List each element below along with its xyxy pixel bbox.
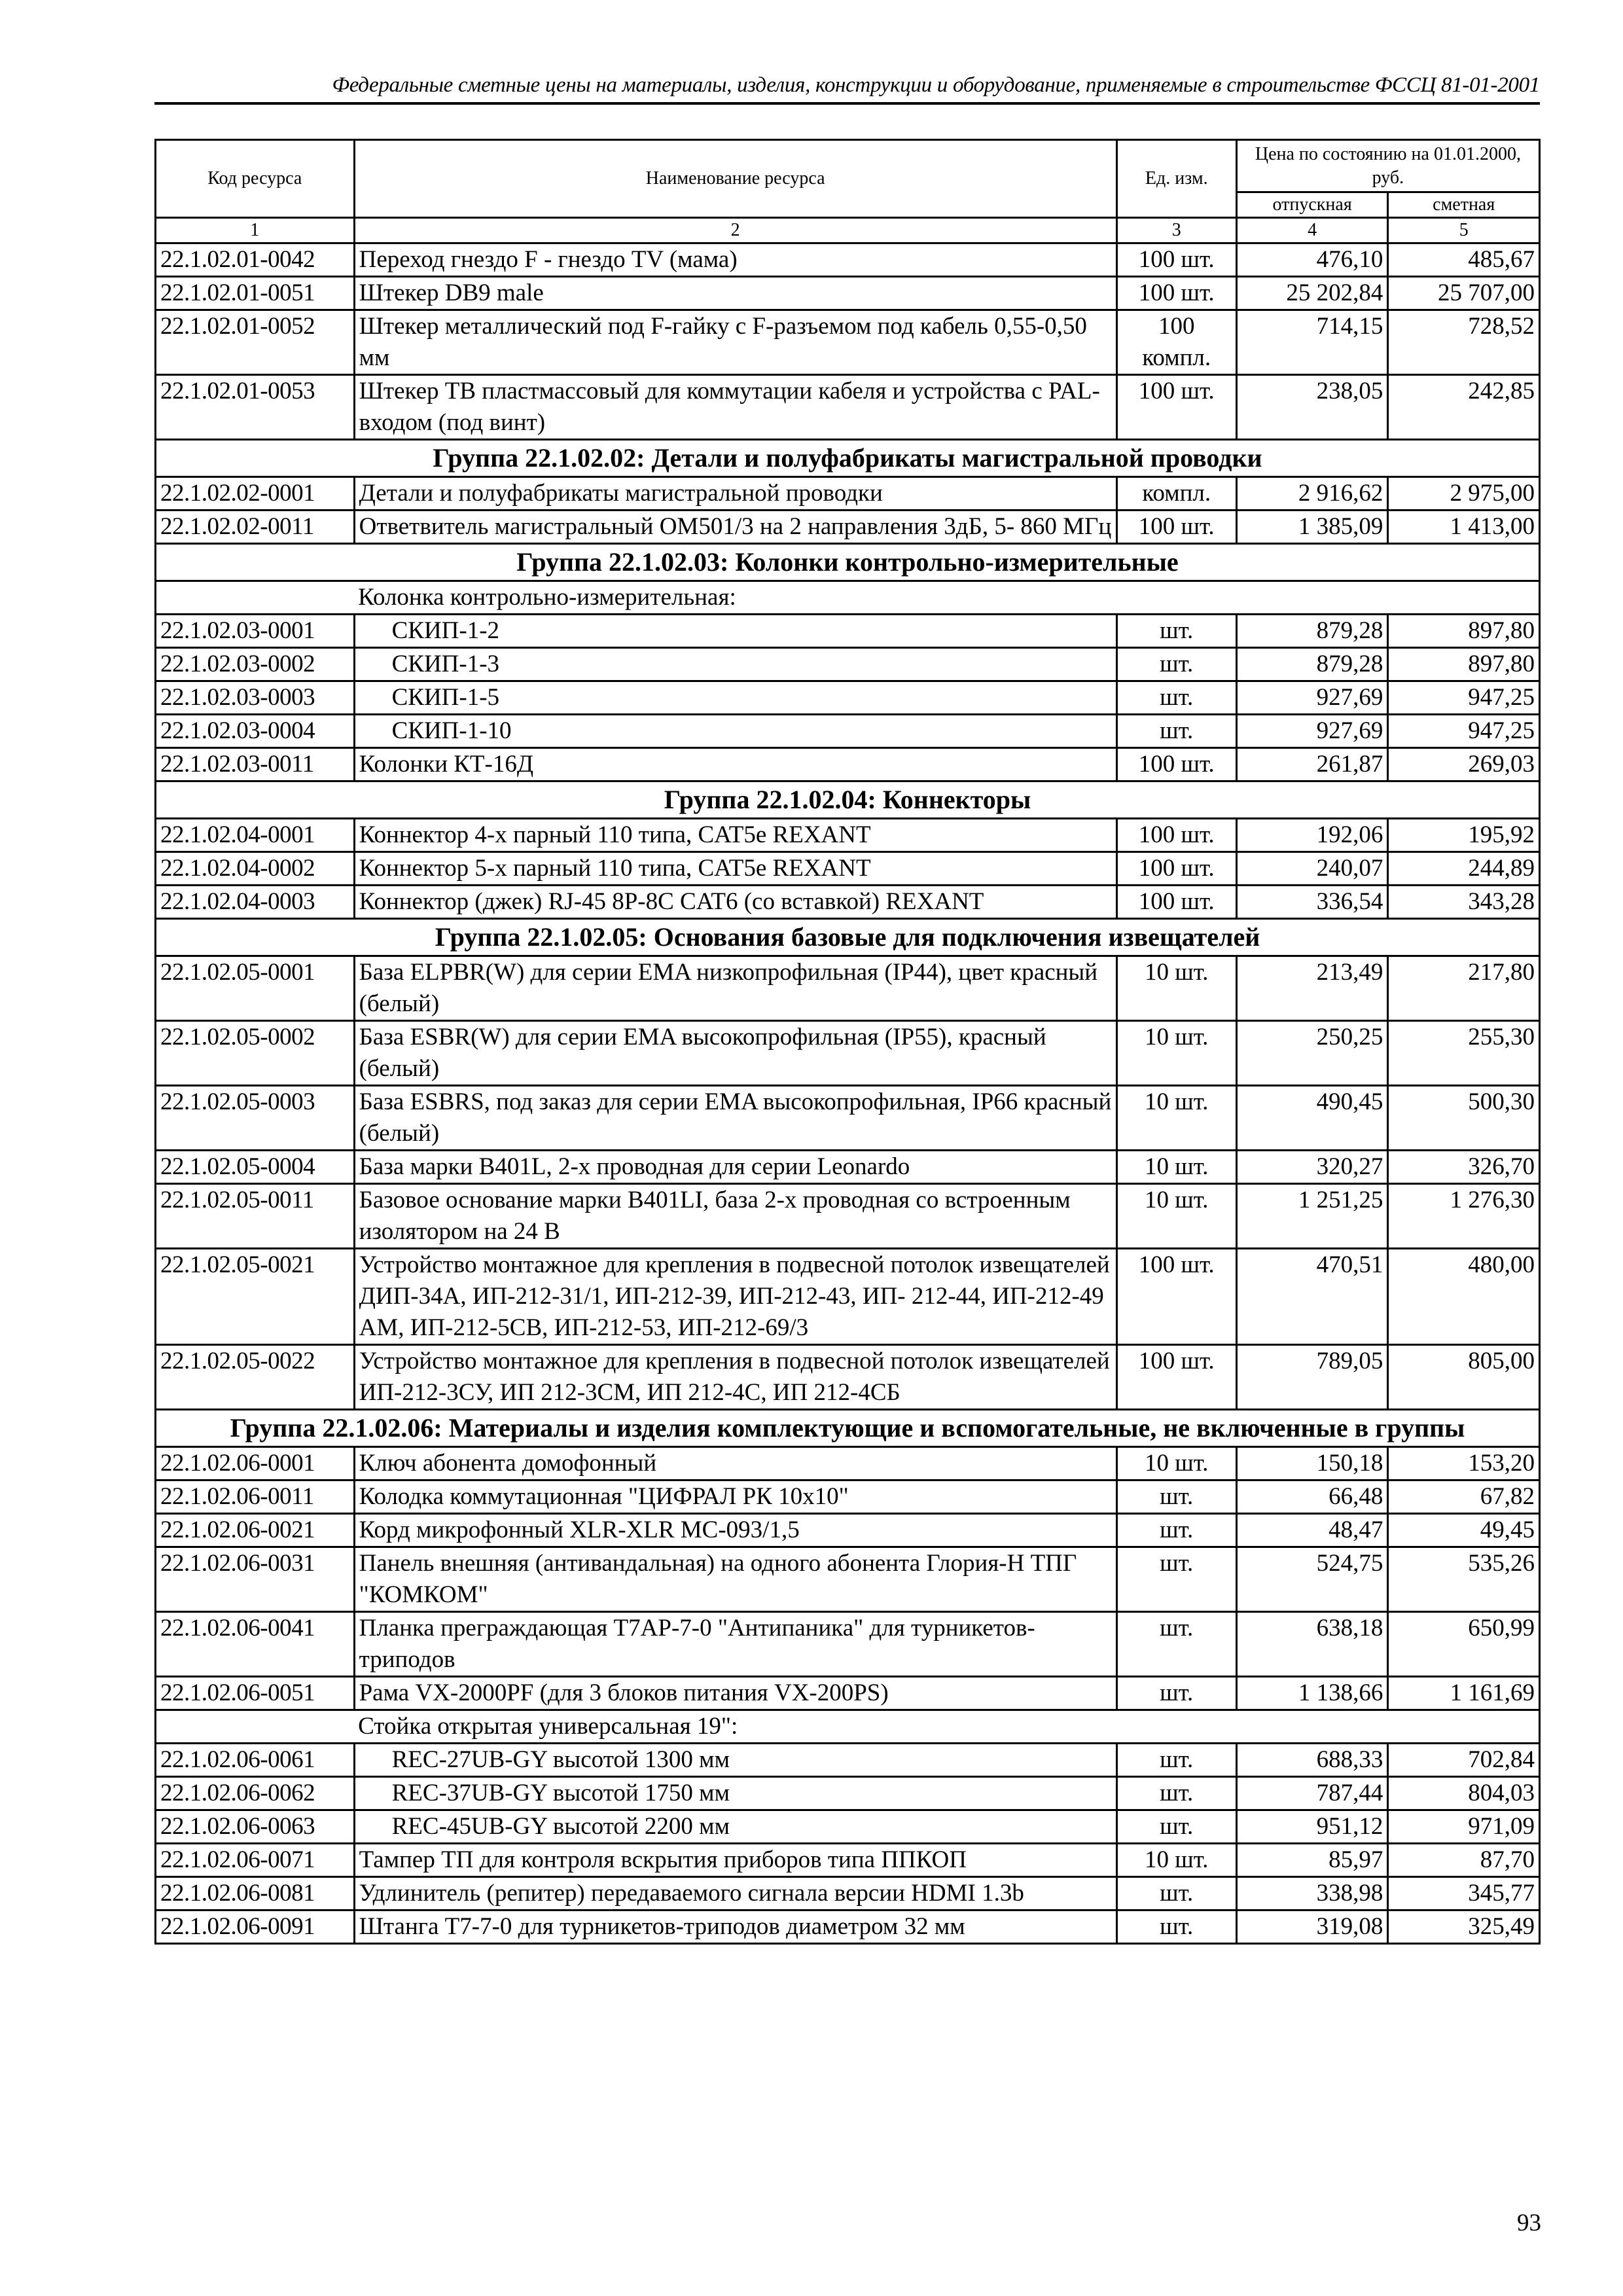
price-release: 240,07 (1236, 852, 1388, 886)
resource-code: 22.1.02.05-0002 (156, 1021, 355, 1086)
resource-name: Рама VX-2000PF (для 3 блоков питания VX-200PS) (354, 1677, 1116, 1710)
price-release: 25 202,84 (1236, 277, 1388, 310)
price-release: 320,27 (1236, 1151, 1388, 1184)
resource-name: Планка преграждающая Т7АР-7-0 "Антипаника" для турникетов- триподов (354, 1612, 1116, 1677)
price-estimate: 325,49 (1388, 1910, 1540, 1944)
table-body (156, 218, 1540, 1944)
subheader-blank-cell (156, 581, 355, 615)
table-row (156, 956, 1540, 1021)
unit-of-measure: шт. (1116, 1612, 1236, 1677)
price-release: 879,28 (1236, 648, 1388, 681)
table-row (156, 852, 1540, 886)
price-release: 1 385,09 (1236, 511, 1388, 544)
price-estimate: 49,45 (1388, 1514, 1540, 1547)
price-release: 490,45 (1236, 1086, 1388, 1151)
price-release: 238,05 (1236, 375, 1388, 440)
table-row (156, 511, 1540, 544)
table-row (156, 1514, 1540, 1547)
price-estimate: 485,67 (1388, 243, 1540, 277)
resource-code: 22.1.02.06-0062 (156, 1777, 355, 1810)
unit-of-measure: шт. (1116, 1777, 1236, 1810)
price-release: 48,47 (1236, 1514, 1388, 1547)
price-table (154, 139, 1541, 1945)
price-release: 338,98 (1236, 1877, 1388, 1910)
table-row (156, 1480, 1540, 1514)
resource-name: Штанга Т7-7-0 для турникетов-триподов диаметром 32 мм (354, 1910, 1116, 1944)
resource-name: REC-37UB-GY высотой 1750 мм (354, 1777, 1116, 1810)
table-row (156, 1547, 1540, 1612)
price-release: 879,28 (1236, 615, 1388, 648)
resource-code: 22.1.02.04-0003 (156, 886, 355, 919)
unit-of-measure: 10 шт. (1116, 1021, 1236, 1086)
resource-name: СКИП-1-3 (354, 648, 1116, 681)
price-release: 524,75 (1236, 1547, 1388, 1612)
price-release: 192,06 (1236, 819, 1388, 852)
price-estimate: 153,20 (1388, 1447, 1540, 1480)
resource-code: 22.1.02.01-0051 (156, 277, 355, 310)
unit-of-measure: 100 шт. (1116, 1345, 1236, 1410)
resource-name: Штекер металлический под F-гайку с F-разъемом под кабель 0,55-0,50 мм (354, 310, 1116, 375)
price-estimate: 897,80 (1388, 615, 1540, 648)
price-release: 261,87 (1236, 748, 1388, 781)
resource-name: База ELPBR(W) для серии EMA низкопрофильная (IP44), цвет красный (белый) (354, 956, 1116, 1021)
price-estimate: 535,26 (1388, 1547, 1540, 1612)
unit-of-measure: 10 шт. (1116, 1086, 1236, 1151)
resource-code: 22.1.02.04-0002 (156, 852, 355, 886)
price-release: 789,05 (1236, 1345, 1388, 1410)
unit-of-measure: 100 шт. (1116, 277, 1236, 310)
table-row (156, 1910, 1540, 1944)
header-unit: Ед. изм. (1116, 140, 1236, 218)
table-row (156, 277, 1540, 310)
price-release: 714,15 (1236, 310, 1388, 375)
resource-code: 22.1.02.06-0071 (156, 1844, 355, 1877)
table-row (156, 681, 1540, 715)
table-row (156, 1744, 1540, 1777)
unit-of-measure: шт. (1116, 615, 1236, 648)
unit-of-measure: 100 шт. (1116, 243, 1236, 277)
table-row (156, 1677, 1540, 1710)
resource-code: 22.1.02.01-0053 (156, 375, 355, 440)
subheader-row (156, 1710, 1540, 1744)
price-estimate: 480,00 (1388, 1249, 1540, 1345)
table-row (156, 1151, 1540, 1184)
price-estimate: 805,00 (1388, 1345, 1540, 1410)
price-release: 85,97 (1236, 1844, 1388, 1877)
column-number-row (156, 218, 1540, 243)
resource-name: Устройство монтажное для крепления в подвесной потолок извещателей ДИП-34А, ИП-212-31/1, ИП-212-39, ИП-212-43, ИП- 212-44, ИП-212-49 АМ, ИП-212-5СВ, ИП-212-53, ИП-212-69/3 (354, 1249, 1116, 1345)
table-row (156, 819, 1540, 852)
group-title: Группа 22.1.02.05: Основания базовые для подключения извещателей (156, 919, 1540, 956)
resource-name: СКИП-1-5 (354, 681, 1116, 715)
unit-of-measure: 100 шт. (1116, 375, 1236, 440)
resource-code: 22.1.02.01-0052 (156, 310, 355, 375)
resource-code: 22.1.02.03-0002 (156, 648, 355, 681)
resource-name: Панель внешняя (антивандальная) на одного абонента Глория-Н ТПГ "КОМКОМ" (354, 1547, 1116, 1612)
group-title: Группа 22.1.02.03: Колонки контрольно-измерительные (156, 544, 1540, 581)
header-name: Наименование ресурса (354, 140, 1116, 218)
price-estimate: 2 975,00 (1388, 477, 1540, 511)
running-header: Федеральные сметные цены на материалы, изделия, конструкции и оборудование, применяемые в строительстве ФССЦ 81-01-2001 (332, 73, 1540, 97)
table-row (156, 886, 1540, 919)
header-price-group: Цена по состоянию на 01.01.2000, руб. (1236, 140, 1539, 192)
unit-of-measure: шт. (1116, 1810, 1236, 1844)
resource-code: 22.1.02.06-0091 (156, 1910, 355, 1944)
price-release: 250,25 (1236, 1021, 1388, 1086)
unit-of-measure: 100 шт. (1116, 886, 1236, 919)
price-estimate: 971,09 (1388, 1810, 1540, 1844)
resource-code: 22.1.02.06-0063 (156, 1810, 355, 1844)
table-row (156, 1447, 1540, 1480)
price-release: 638,18 (1236, 1612, 1388, 1677)
price-estimate: 702,84 (1388, 1744, 1540, 1777)
header-rule (154, 102, 1540, 105)
resource-code: 22.1.02.06-0031 (156, 1547, 355, 1612)
resource-name: База марки B401L, 2-х проводная для серии Leonardo (354, 1151, 1116, 1184)
resource-name: База ESBR(W) для серии EMA высокопрофильная (IP55), красный (белый) (354, 1021, 1116, 1086)
price-release: 470,51 (1236, 1249, 1388, 1345)
unit-of-measure: 100 шт. (1116, 748, 1236, 781)
table-row (156, 375, 1540, 440)
resource-code: 22.1.02.01-0042 (156, 243, 355, 277)
resource-code: 22.1.02.06-0001 (156, 1447, 355, 1480)
resource-name: Детали и полуфабрикаты магистральной проводки (354, 477, 1116, 511)
price-estimate: 326,70 (1388, 1151, 1540, 1184)
unit-of-measure: 100 шт. (1116, 511, 1236, 544)
resource-code: 22.1.02.03-0004 (156, 715, 355, 748)
resource-name: Базовое основание марки B401LI, база 2-х проводная со встроенным изолятором на 24 В (354, 1184, 1116, 1249)
unit-of-measure: 10 шт. (1116, 1184, 1236, 1249)
resource-code: 22.1.02.05-0003 (156, 1086, 355, 1151)
resource-code: 22.1.02.06-0061 (156, 1744, 355, 1777)
unit-of-measure: 10 шт. (1116, 1151, 1236, 1184)
group-header-row (156, 544, 1540, 581)
table-row (156, 1021, 1540, 1086)
column-number: 4 (1236, 218, 1388, 243)
resource-name: Удлинитель (репитер) передаваемого сигнала версии HDMI 1.3b (354, 1877, 1116, 1910)
unit-of-measure: шт. (1116, 1514, 1236, 1547)
unit-of-measure: шт. (1116, 648, 1236, 681)
header-price-release: отпускная (1236, 192, 1388, 218)
unit-of-measure: 100 шт. (1116, 852, 1236, 886)
resource-name: REC-27UB-GY высотой 1300 мм (354, 1744, 1116, 1777)
resource-name: База ESBRS, под заказ для серии EMA высокопрофильная, IP66 красный (белый) (354, 1086, 1116, 1151)
resource-name: Корд микрофонный XLR-XLR MC-093/1,5 (354, 1514, 1116, 1547)
price-release: 150,18 (1236, 1447, 1388, 1480)
group-header-row (156, 781, 1540, 819)
resource-code: 22.1.02.05-0022 (156, 1345, 355, 1410)
price-estimate: 650,99 (1388, 1612, 1540, 1677)
price-estimate: 897,80 (1388, 648, 1540, 681)
resource-name: Ключ абонента домофонный (354, 1447, 1116, 1480)
resource-code: 22.1.02.03-0001 (156, 615, 355, 648)
unit-of-measure: шт. (1116, 715, 1236, 748)
unit-of-measure: компл. (1116, 477, 1236, 511)
price-estimate: 87,70 (1388, 1844, 1540, 1877)
unit-of-measure: шт. (1116, 681, 1236, 715)
table-row (156, 648, 1540, 681)
page-number: 93 (1517, 2210, 1541, 2236)
group-title: Группа 22.1.02.06: Материалы и изделия комплектующие и вспомогательные, не включенные в группы (156, 1410, 1540, 1447)
price-estimate: 255,30 (1388, 1021, 1540, 1086)
table-row (156, 477, 1540, 511)
resource-name: Колонки КТ-16Д (354, 748, 1116, 781)
price-estimate: 1 276,30 (1388, 1184, 1540, 1249)
resource-name: СКИП-1-10 (354, 715, 1116, 748)
table-row (156, 715, 1540, 748)
price-release: 927,69 (1236, 681, 1388, 715)
unit-of-measure: шт. (1116, 1877, 1236, 1910)
resource-name: Ответвитель магистральный ОМ501/3 на 2 направления 3дБ, 5- 860 МГц (354, 511, 1116, 544)
resource-name: Штекер DB9 male (354, 277, 1116, 310)
table-row (156, 243, 1540, 277)
price-release: 1 138,66 (1236, 1677, 1388, 1710)
table-row (156, 1184, 1540, 1249)
resource-name: Тампер ТП для контроля вскрытия приборов типа ППКОП (354, 1844, 1116, 1877)
resource-code: 22.1.02.05-0021 (156, 1249, 355, 1345)
resource-code: 22.1.02.05-0004 (156, 1151, 355, 1184)
table-row (156, 1844, 1540, 1877)
table-row (156, 1777, 1540, 1810)
resource-name: Штекер ТВ пластмассовый для коммутации кабеля и устройства с PAL-входом (под винт) (354, 375, 1116, 440)
resource-code: 22.1.02.06-0081 (156, 1877, 355, 1910)
price-release: 927,69 (1236, 715, 1388, 748)
header-price-estimate: сметная (1388, 192, 1540, 218)
group-title: Группа 22.1.02.02: Детали и полуфабрикаты магистральной проводки (156, 440, 1540, 477)
price-estimate: 947,25 (1388, 715, 1540, 748)
table-row (156, 1086, 1540, 1151)
price-estimate: 242,85 (1388, 375, 1540, 440)
unit-of-measure: 100 компл. (1116, 310, 1236, 375)
resource-code: 22.1.02.06-0051 (156, 1677, 355, 1710)
resource-name: Коннектор (джек) RJ-45 8P-8C CAT6 (со вставкой) REXANT (354, 886, 1116, 919)
resource-code: 22.1.02.05-0001 (156, 956, 355, 1021)
resource-name: Коннектор 4-х парный 110 типа, CAT5e REXANT (354, 819, 1116, 852)
price-estimate: 947,25 (1388, 681, 1540, 715)
unit-of-measure: шт. (1116, 1744, 1236, 1777)
price-release: 319,08 (1236, 1910, 1388, 1944)
price-estimate: 25 707,00 (1388, 277, 1540, 310)
resource-code: 22.1.02.02-0001 (156, 477, 355, 511)
price-estimate: 728,52 (1388, 310, 1540, 375)
resource-name: Коннектор 5-х парный 110 типа, CAT5e REXANT (354, 852, 1116, 886)
unit-of-measure: 100 шт. (1116, 819, 1236, 852)
resource-name: Переход гнездо F - гнездо TV (мама) (354, 243, 1116, 277)
column-number: 5 (1388, 218, 1540, 243)
price-estimate: 500,30 (1388, 1086, 1540, 1151)
price-release: 213,49 (1236, 956, 1388, 1021)
price-release: 1 251,25 (1236, 1184, 1388, 1249)
column-number: 2 (354, 218, 1116, 243)
group-header-row (156, 440, 1540, 477)
price-estimate: 244,89 (1388, 852, 1540, 886)
price-estimate: 1 161,69 (1388, 1677, 1540, 1710)
group-title: Группа 22.1.02.04: Коннекторы (156, 781, 1540, 819)
resource-code: 22.1.02.03-0003 (156, 681, 355, 715)
unit-of-measure: шт. (1116, 1910, 1236, 1944)
group-header-row (156, 1410, 1540, 1447)
resource-name: Устройство монтажное для крепления в подвесной потолок извещателей ИП-212-3СУ, ИП 212-3СМ, ИП 212-4С, ИП 212-4СБ (354, 1345, 1116, 1410)
price-estimate: 345,77 (1388, 1877, 1540, 1910)
resource-code: 22.1.02.06-0011 (156, 1480, 355, 1514)
price-estimate: 804,03 (1388, 1777, 1540, 1810)
unit-of-measure: шт. (1116, 1480, 1236, 1514)
unit-of-measure: шт. (1116, 1677, 1236, 1710)
column-number: 3 (1116, 218, 1236, 243)
unit-of-measure: шт. (1116, 1547, 1236, 1612)
resource-code: 22.1.02.06-0041 (156, 1612, 355, 1677)
resource-code: 22.1.02.02-0011 (156, 511, 355, 544)
resource-code: 22.1.02.04-0001 (156, 819, 355, 852)
header-code: Код ресурса (156, 140, 355, 218)
price-release: 951,12 (1236, 1810, 1388, 1844)
table-row (156, 748, 1540, 781)
price-estimate: 217,80 (1388, 956, 1540, 1021)
table-row (156, 1612, 1540, 1677)
table-row (156, 310, 1540, 375)
table-row (156, 1877, 1540, 1910)
unit-of-measure: 10 шт. (1116, 1844, 1236, 1877)
price-estimate: 195,92 (1388, 819, 1540, 852)
price-estimate: 343,28 (1388, 886, 1540, 919)
table-row (156, 615, 1540, 648)
subheader-title: Стойка открытая универсальная 19": (354, 1710, 1539, 1744)
price-release: 2 916,62 (1236, 477, 1388, 511)
subheader-row (156, 581, 1540, 615)
price-release: 787,44 (1236, 1777, 1388, 1810)
resource-name: Колодка коммутационная "ЦИФРАЛ РК 10х10" (354, 1480, 1116, 1514)
price-estimate: 67,82 (1388, 1480, 1540, 1514)
resource-code: 22.1.02.03-0011 (156, 748, 355, 781)
table-row (156, 1345, 1540, 1410)
unit-of-measure: 10 шт. (1116, 1447, 1236, 1480)
group-header-row (156, 919, 1540, 956)
table-row (156, 1810, 1540, 1844)
resource-name: REC-45UB-GY высотой 2200 мм (354, 1810, 1116, 1844)
price-estimate: 1 413,00 (1388, 511, 1540, 544)
subheader-title: Колонка контрольно-измерительная: (354, 581, 1539, 615)
column-number: 1 (156, 218, 355, 243)
resource-code: 22.1.02.06-0021 (156, 1514, 355, 1547)
price-release: 66,48 (1236, 1480, 1388, 1514)
price-release: 476,10 (1236, 243, 1388, 277)
table-row (156, 1249, 1540, 1345)
unit-of-measure: 100 шт. (1116, 1249, 1236, 1345)
price-release: 336,54 (1236, 886, 1388, 919)
subheader-blank-cell (156, 1710, 355, 1744)
resource-name: СКИП-1-2 (354, 615, 1116, 648)
resource-code: 22.1.02.05-0011 (156, 1184, 355, 1249)
price-estimate: 269,03 (1388, 748, 1540, 781)
unit-of-measure: 10 шт. (1116, 956, 1236, 1021)
price-release: 688,33 (1236, 1744, 1388, 1777)
